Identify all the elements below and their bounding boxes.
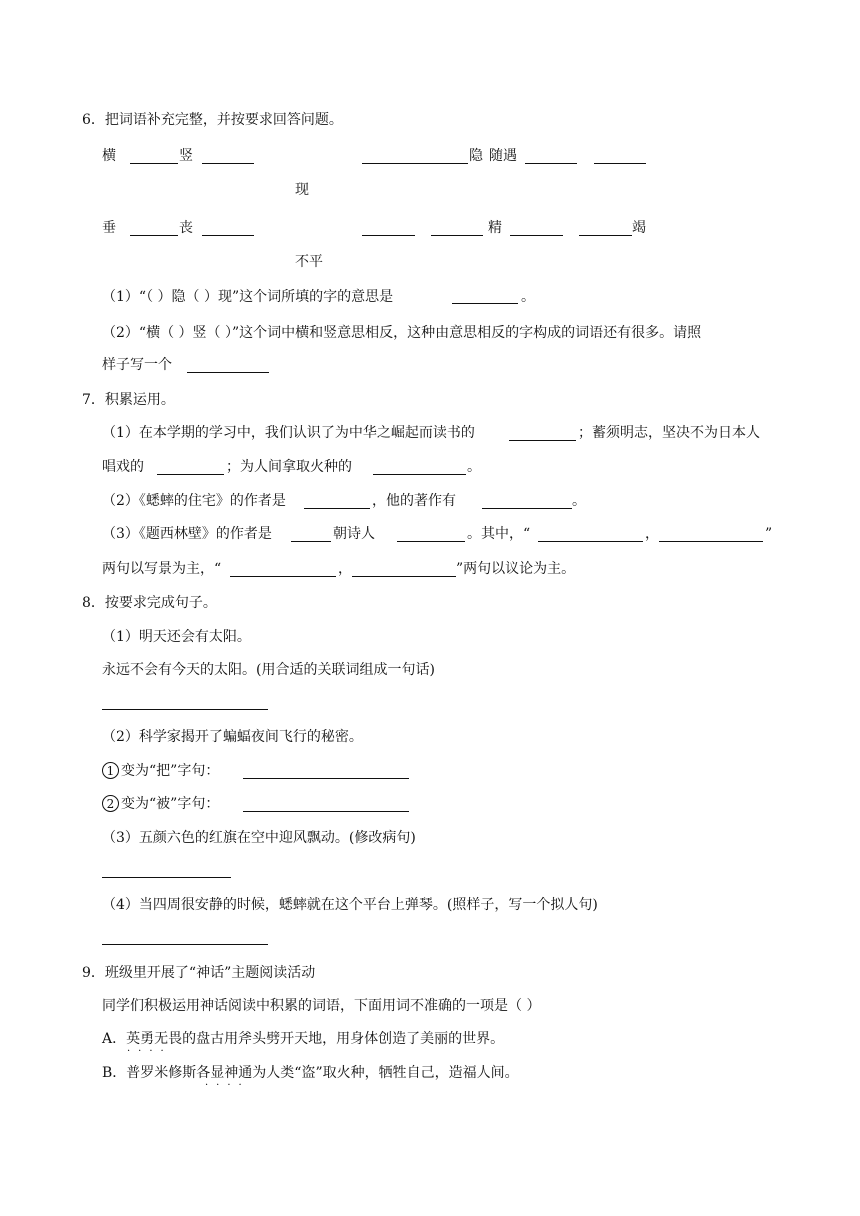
q6-blank[interactable] xyxy=(579,235,632,236)
q6-word-heng: 横 xyxy=(102,148,116,164)
q7-sub3-blank1[interactable] xyxy=(291,541,331,542)
q8-sub2-b-blank[interactable] xyxy=(243,811,409,812)
q6-word-buping: 不平 xyxy=(295,254,323,270)
q8-sub2-b: 变为“被”字句： xyxy=(121,796,220,812)
q6-sub1-end: 。 xyxy=(521,289,535,305)
q7-sub3-blank3[interactable] xyxy=(538,541,643,542)
q6-sub1: （1）“（ ）隐（ ）现”这个词所填的字的意思是 xyxy=(102,289,394,305)
q7-sub3-blank2[interactable] xyxy=(397,541,465,542)
q7-sub3-part1: （3）《题西林壁》的作者是 xyxy=(102,526,272,542)
q6-sub2-blank[interactable] xyxy=(187,372,269,373)
q7-sub1-blank2[interactable] xyxy=(157,474,224,475)
circled-number-2: 2 xyxy=(102,795,119,812)
q7-sub1-part2: ；蓄须明志，坚决不为日本人 xyxy=(578,425,760,441)
q6-word-sang: 丧 xyxy=(179,220,193,236)
q7-sub3-comma: ， xyxy=(645,526,659,542)
q6-word-shu: 竖 xyxy=(179,148,193,164)
q6-blank[interactable] xyxy=(130,163,178,164)
q7-sub2-blank2[interactable] xyxy=(482,508,572,509)
q6-blank[interactable] xyxy=(525,163,577,164)
q6-blank[interactable] xyxy=(510,235,563,236)
q6-sub1-blank[interactable] xyxy=(452,303,518,304)
q8-sub4-answer-line[interactable] xyxy=(102,944,268,945)
q7-sub3-blank5[interactable] xyxy=(230,576,336,577)
q6-word-chui: 垂 xyxy=(102,220,116,236)
q6-word-suiyu: 随遇 xyxy=(489,148,517,164)
q6-blank[interactable] xyxy=(362,163,468,164)
q7-sub1-part1: （1）在本学期的学习中，我们认识了为中华之崛起而读书的 xyxy=(102,425,475,441)
q7-sub3-blank4[interactable] xyxy=(659,541,763,542)
q6-word-xian: 现 xyxy=(295,182,309,198)
circled-number-1: 1 xyxy=(102,762,119,779)
q6-word-jie: 竭 xyxy=(632,220,646,236)
emphasis-dots: ···· xyxy=(127,1046,172,1057)
q6-blank[interactable] xyxy=(202,163,254,164)
q6-blank[interactable] xyxy=(431,235,483,236)
q7-title: 7．积累运用。 xyxy=(82,392,175,408)
q8-sub2-a: 变为“把”字句： xyxy=(121,763,220,779)
q7-sub3-part2: 朝诗人 xyxy=(333,526,375,542)
q9-option-a[interactable]: A．英勇无畏的盘古用斧头劈开天地，用身体创造了美丽的世界。 xyxy=(102,1031,505,1047)
q7-sub3-part5: ”两句以议论为主。 xyxy=(456,561,576,577)
q6-title: 6．把词语补充完整，并按要求回答问题。 xyxy=(82,112,343,128)
q8-title: 8．按要求完成句子。 xyxy=(82,595,217,611)
q6-word-yin: 隐 xyxy=(469,148,483,164)
q7-sub3-part4: 两句以写景为主，“ xyxy=(102,561,222,577)
q7-sub2-part2: ，他的著作有 xyxy=(372,493,456,509)
q7-sub3-comma2: ， xyxy=(338,561,352,577)
q9-title: 9．班级里开展了“神话”主题阅读活动 xyxy=(82,965,316,981)
q7-sub2-end: 。 xyxy=(572,493,586,509)
q7-sub2-blank1[interactable] xyxy=(304,508,370,509)
q7-sub2-part1: （2）《蟋蟀的住宅》的作者是 xyxy=(102,493,286,509)
q8-sub3: （3）五颜六色的红旗在空中迎风飘动。(修改病句) xyxy=(102,830,416,846)
q7-sub3-part3: 。其中，“ xyxy=(467,526,531,542)
q9-option-b[interactable]: B．普罗米修斯各显神通为人类“盗”取火种，牺牲自己，造福人间。 xyxy=(102,1065,519,1081)
q7-sub1-part3: 唱戏的 xyxy=(102,459,144,475)
q7-sub1-blank3[interactable] xyxy=(373,474,466,475)
q8-sub2: （2）科学家揭开了蝙蝠夜间飞行的秘密。 xyxy=(102,729,363,745)
q6-blank[interactable] xyxy=(202,235,254,236)
q6-sub2: （2）“横（ ）竖（ ）”这个词中横和竖意思相反，这种由意思相反的字构成的词语还有很多。请照 xyxy=(102,325,702,341)
q8-sub1-answer-line[interactable] xyxy=(102,709,268,710)
q6-blank[interactable] xyxy=(362,235,415,236)
q7-sub3-blank6[interactable] xyxy=(352,576,456,577)
q7-sub1-blank1[interactable] xyxy=(509,440,576,441)
q8-sub4: （4）当四周很安静的时候，蟋蟀就在这个平台上弹琴。(照样子，写一个拟人句) xyxy=(102,897,598,913)
q6-sub2-line2: 样子写一个 xyxy=(102,357,172,373)
q7-sub1-end: 。 xyxy=(467,459,481,475)
q8-sub2-a-blank[interactable] xyxy=(243,778,409,779)
q8-sub1-line2: 永远不会有今天的太阳。(用合适的关联词组成一句话) xyxy=(102,662,435,678)
q7-sub1-part4: ；为人间拿取火种的 xyxy=(226,459,352,475)
q6-blank[interactable] xyxy=(130,235,178,236)
q6-word-jing: 精 xyxy=(488,220,502,236)
q8-sub1: （1）明天还会有太阳。 xyxy=(102,629,251,645)
q9-intro: 同学们积极运用神话阅读中积累的词语，下面用词不准确的一项是（ ） xyxy=(102,998,541,1014)
q6-blank[interactable] xyxy=(594,163,646,164)
emphasis-dots: ···· xyxy=(205,1080,250,1091)
q8-sub3-answer-line[interactable] xyxy=(102,877,231,878)
q7-sub3-quote: ” xyxy=(765,526,773,542)
